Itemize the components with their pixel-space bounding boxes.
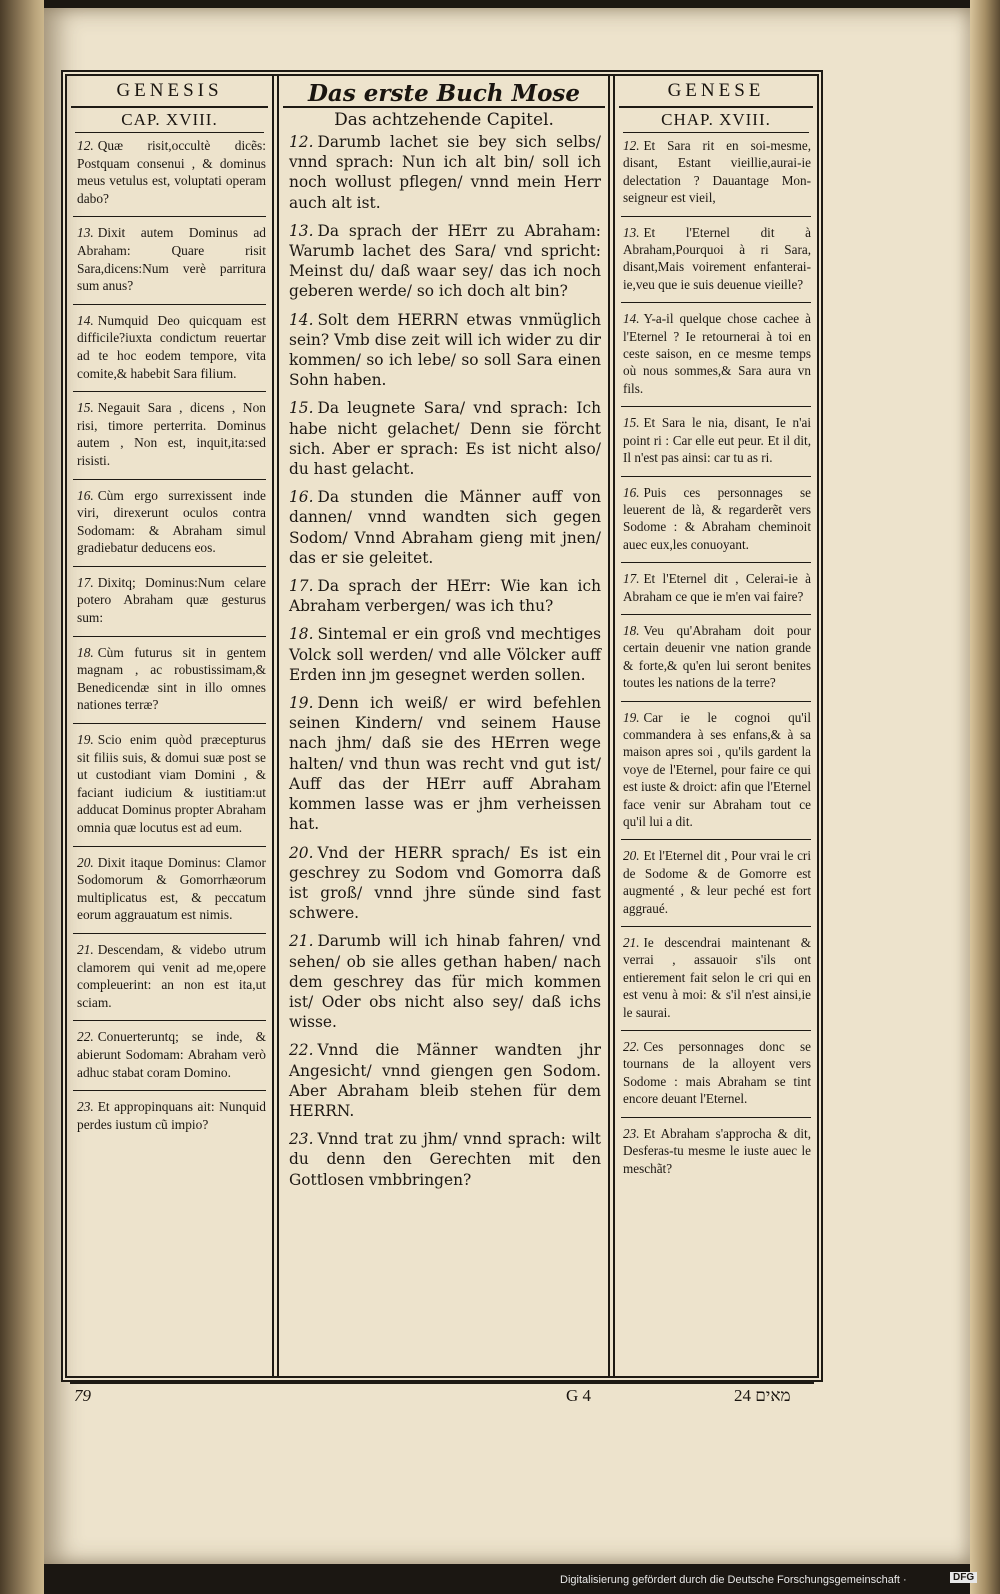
german-chapter: Das achtzehende Capitel. [334, 110, 554, 130]
latin-verse [77, 941, 266, 1011]
verse-number: 16. [289, 488, 314, 507]
verse-text: Vnd der HERR sprach/ Es ist ein geschrey zu Sodom vnd Gomorra daß ist groß/ vnnd jhre sünde sind fast schwere. [289, 843, 601, 923]
french-verse [623, 570, 811, 605]
verse-text: Scio enim quòd præcepturus sit filiis suis, & domui suæ post se ut custodiant viam Domini , & faciant iudicium & iustitiam:ut adducat Dominus propter Abraham omnia quæ locutus est ad eum. [77, 732, 266, 835]
verse-number: 17. [289, 577, 314, 596]
verse-text: Dixit autem Dominus ad Abraham: Quare risit Sara,dicens:Num verè parritura sum anus? [77, 225, 266, 294]
verse-separator [621, 476, 811, 477]
verse-number: 13. [623, 224, 640, 240]
verse-number: 21. [289, 932, 314, 951]
verse-number: 20. [77, 854, 94, 870]
german-verse [289, 693, 601, 834]
verse-number: 21. [623, 935, 640, 951]
german-verse [289, 310, 601, 391]
verse-number: 12. [623, 138, 640, 153]
verse-separator [621, 701, 811, 702]
verse-number: 19. [289, 694, 314, 713]
verse-number: 18. [623, 622, 640, 638]
verse-separator [621, 926, 811, 927]
latin-verse [77, 1028, 266, 1081]
verse-text: Negauit Sara , dicens , Non risi, timore perterrita. Dominus autem , Non est, inquit,ita:sed risisti. [77, 400, 266, 468]
verse-text: Da leugnete Sara/ vnd sprach: Ich habe nicht gelachet/ Denn sie förcht sich. Aber er sprach: Es ist nicht also/ du hast gelacht. [289, 399, 601, 479]
french-verse [623, 847, 811, 917]
latin-verse [77, 224, 266, 294]
latin-verse [77, 137, 266, 207]
verse-text: Conuerteruntq; se inde, & abierunt Sodomam: Abraham verò adhuc stabat coram Domino. [77, 1029, 266, 1080]
verse-number: 22. [289, 1041, 314, 1060]
latin-verse [77, 312, 266, 382]
verse-text: Vnnd die Männer wandten jhr Angesicht/ vnnd giengen gen Sodom. Aber Abraham bleib stehen für dem HERRN. [289, 1041, 601, 1120]
german-verse [289, 931, 601, 1032]
verse-number: 13. [289, 221, 314, 240]
verse-number: 23. [77, 1099, 94, 1115]
verse-number: 21. [77, 941, 94, 957]
verse-separator [621, 1030, 811, 1031]
verse-number: 18. [77, 644, 94, 660]
verse-number: 20. [623, 848, 640, 864]
signature-mark: G 4 [566, 1386, 592, 1405]
french-verse [623, 484, 811, 554]
text-frame [65, 74, 819, 1378]
book-edge-right [970, 0, 1000, 1594]
verse-separator [621, 302, 811, 303]
verse-separator [73, 216, 266, 217]
french-verse [623, 1038, 811, 1108]
verse-separator [73, 304, 266, 305]
verse-text: Solt dem HERRN etwas vnmüglich sein? Vmb dise zeit will ich wider zu dir kommen/ so ich lebe/ so soll Sara einen Sohn haben. [289, 310, 601, 390]
verse-text: Et l'Eternel dit à Abraham,Pourquoi à ri Sara, disant,Mais voirement enfanterai-ie,veu que ie suis deuenue vieille? [623, 224, 811, 292]
verse-separator [73, 636, 266, 637]
verse-number: 19. [77, 732, 94, 748]
verse-number: 16. [623, 484, 640, 500]
verse-text: Puis ces personnages se leuerent de là, & regarderẽt vers Sodome : & Abraham cheminoit auec eux,les conuoyant. [623, 484, 811, 552]
verse-text: Y-a-il quelque chose cachee à l'Eternel ? Ie retournerai à toi en ceste saison, en ce mesme temps où nous sommes,& Sara aura vn fils. [623, 311, 811, 396]
verse-separator [621, 1117, 811, 1118]
french-header: GENESE [667, 80, 765, 101]
verse-text: Et l'Eternel dit , Pour vrai le cri de Sodome & de Gomorre est augmenté , & leur peché est fort aggraué. [623, 848, 811, 916]
verse-text: Veu qu'Abraham doit pour certain deuenir vne nation grande & forte,& qu'en lui seront benites toutes les nations de la terre? [623, 622, 811, 691]
page-footer [70, 1382, 814, 1406]
verse-separator [621, 562, 811, 563]
verse-separator [621, 406, 811, 407]
verse-text: Da sprach der HErr zu Abraham: Warumb lachet des Sara/ vnd spricht: Meinst du/ daß waar sey/ das ich noch geberen werde/ so ich doch alt bin? [289, 221, 601, 301]
verse-text: Darumb lachet sie bey sich selbs/ vnnd sprach: Nun ich alt bin/ soll ich noch wollust pflegen/ vnnd mein Herr auch alt ist. [289, 133, 601, 212]
verse-text: Sintemal er ein groß vnd mechtiges Volck soll werden/ vnd alle Völcker auff Erden inn jm gesegnet werden sollen. [289, 625, 601, 684]
french-verse [623, 709, 811, 831]
verse-number: 22. [623, 1039, 640, 1055]
german-verse [289, 1129, 601, 1190]
book-edge-left [0, 0, 44, 1594]
digitization-credit: Digitalisierung gefördert durch die Deutsche Forschungsgemeinschaft · [560, 1574, 907, 1586]
verse-text: Descendam, & videbo utrum clamorem qui venit ad me,opere compleuerint: an non est ita,ut sciam. [77, 941, 266, 1010]
verse-separator [621, 839, 811, 840]
french-verse [623, 310, 811, 397]
latin-verses [67, 137, 272, 1133]
verse-separator [73, 479, 266, 480]
verse-text: Et Sara le nia, disant, Ie n'ai point ri : Car elle eut peur. Et il dit, Il n'est pas ainsi: car tu as ri. [623, 415, 811, 466]
verse-text: Et appropinquans ait: Nunquid perdes iustum cũ impio? [77, 1099, 266, 1132]
latin-verse [77, 574, 266, 627]
verse-text: Dixitq; Dominus:Num celare potero Abraham quæ gesturus sum: [77, 574, 266, 626]
verse-separator [73, 1020, 266, 1021]
french-column [615, 76, 817, 1376]
german-verse [289, 487, 601, 568]
verse-separator [73, 566, 266, 567]
verse-separator [73, 391, 266, 392]
verse-number: 22. [77, 1029, 94, 1045]
verse-text: Cùm futurus sit in gentem magnam , ac robustissimam,& Benedicendæ sint in illo omnes nationes terræ? [77, 644, 266, 713]
folio-right: מאים 24 [734, 1386, 791, 1405]
chapter-rule [623, 132, 809, 133]
german-verse [289, 221, 601, 302]
verse-text: Et Sara rit en soi-mesme, disant, Estant vieillie,aurai-ie delectation ? Dauantage Mon-seigneur est vieil, [623, 138, 811, 206]
latin-chapter: CAP. XVIII. [121, 110, 218, 129]
verse-number: 14. [77, 312, 94, 328]
french-verse [623, 622, 811, 692]
verse-separator [73, 723, 266, 724]
verse-number: 14. [623, 311, 640, 327]
latin-verse [77, 731, 266, 837]
verse-text: Dixit itaque Dominus: Clamor Sodomorum & Gomorrhæorum multiplicatus est, & peccatum eorum aggrauatum est nimis. [77, 854, 266, 923]
german-verse [289, 576, 601, 616]
german-verse [289, 398, 601, 479]
verse-text: Numquid Deo quicquam est difficile?iuxta condictum reuertar ad te hoc eodem tempore, vita comite,& habebit Sara filium. [77, 312, 266, 381]
french-verse [623, 934, 811, 1021]
german-verse [289, 132, 601, 213]
verse-separator [73, 933, 266, 934]
german-column [279, 76, 609, 1376]
verse-number: 15. [289, 399, 314, 418]
latin-column [67, 76, 272, 1376]
french-verse [623, 1125, 811, 1177]
french-chapter: CHAP. XVIII. [661, 110, 771, 129]
german-verse [289, 1040, 601, 1121]
latin-header: GENESIS [116, 80, 223, 101]
verse-text: Et Abraham s'approcha & dit, Desferas-tu mesme le iuste auec le meschãt? [623, 1125, 811, 1176]
verse-number: 23. [623, 1125, 640, 1141]
french-verse [623, 224, 811, 294]
verse-number: 15. [77, 400, 94, 416]
verse-text: Quæ risit,occultè dicẽs: Postquam consenui , & dominus meus vetulus est, voluptati operam dabo? [77, 138, 266, 206]
verse-number: 15. [623, 415, 640, 431]
verse-number: 12. [289, 133, 314, 151]
chapter-rule [75, 132, 264, 133]
verse-number: 16. [77, 487, 94, 503]
header-rule [619, 106, 813, 108]
verse-number: 13. [77, 225, 94, 241]
french-verse [623, 414, 811, 466]
latin-verse [77, 1098, 266, 1133]
latin-verse [77, 644, 266, 714]
latin-verse [77, 854, 266, 924]
verse-separator [621, 614, 811, 615]
verse-number: 19. [623, 709, 640, 725]
verse-number: 14. [289, 310, 314, 329]
german-verses [279, 132, 609, 1190]
verse-separator [73, 846, 266, 847]
verse-text: Ces personnages donc se tournans de la alloyent vers Sodome : mais Abraham se tint encore deuant l'Eternel. [623, 1039, 811, 1107]
verse-text: Da sprach der HErr: Wie kan ich Abraham verbergen/ was ich thu? [289, 577, 601, 616]
verse-text: Da stunden die Männer auff von dannen/ vnnd wandten sich gegen Sodom/ Vnnd Abraham gieng mit jnen/ das er sie geleitet. [289, 488, 601, 567]
folio-left: 79 [74, 1386, 91, 1405]
french-verse [623, 137, 811, 207]
verse-text: Car ie le cognoi qu'il commandera à ses enfans,& à sa maison apres soi , qu'ils gardent la voye de l'Eternel, pour faire ce qui est iuste & droict: afin que l'Eternel face venir sur Abraham tout ce qu'il lui a dit. [623, 709, 811, 829]
verse-number: 20. [289, 843, 314, 862]
german-verse [289, 843, 601, 924]
latin-verse [77, 487, 266, 557]
german-verse [289, 624, 601, 685]
verse-text: Et l'Eternel dit , Celerai-ie à Abraham ce que ie m'en vai faire? [623, 571, 811, 604]
verse-text: Cùm ergo surrexissent inde viri, direxerunt oculos contra Sodomam: & Abraham simul gradiebatur deducens eos. [77, 487, 266, 556]
verse-number: 17. [623, 571, 640, 587]
verse-text: Ie descendrai maintenant & verrai , assauoir s'ils ont entierement fait selon le cri qui en est venu à moi: & s'il n'est ainsi,ie le saurai. [623, 935, 811, 1020]
verse-number: 18. [289, 625, 314, 644]
verse-separator [621, 216, 811, 217]
verse-text: Vnnd trat zu jhm/ vnnd sprach: wilt du denn den Gerechten mit den Gottlosen vmbbringen? [289, 1130, 601, 1189]
verse-text: Darumb will ich hinab fahren/ vnd sehen/ ob sie alles gethan haben/ nach dem geschrey das für mich kommen ist/ Oder obs nicht also sey/ daß ichs wisse. [289, 932, 601, 1032]
french-verses [615, 137, 817, 1177]
latin-verse [77, 399, 266, 469]
verse-number: 17. [77, 574, 94, 590]
column-divider [272, 76, 274, 1376]
dfg-logo: DFG [950, 1572, 977, 1583]
verse-number: 12. [77, 138, 94, 153]
verse-number: 23. [289, 1130, 314, 1149]
german-header: Das erste Buch Mose [307, 80, 581, 107]
verse-separator [73, 1090, 266, 1091]
verse-text: Denn ich weiß/ er wird befehlen seinen Kindern/ vnd seinem Hause nach jhm/ daß sie des HErren wege halten/ vnd thun was recht vnd gut ist/ Auff das der HErr auff Abraham kommen lasse was er jhm verheissen hat. [289, 694, 601, 834]
header-rule [71, 106, 268, 108]
